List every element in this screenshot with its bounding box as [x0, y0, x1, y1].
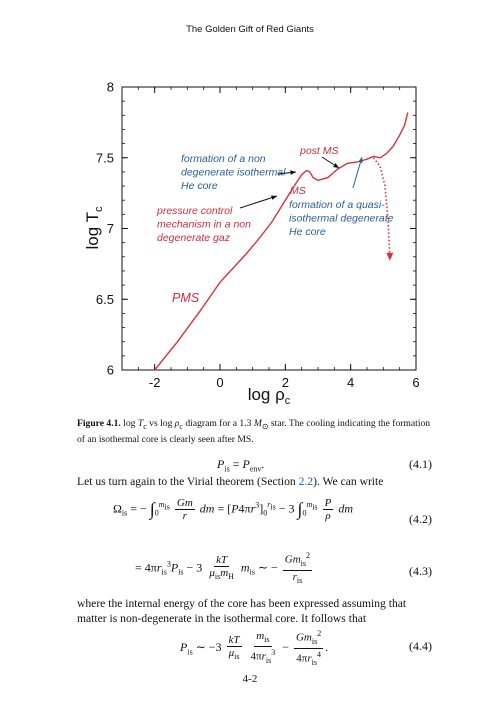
- x-tick-label: 4: [347, 375, 355, 390]
- cooling-arrowhead: [386, 253, 393, 261]
- equation-4-3: = $4\pi r_{is}^3P_{is} - 3$ $\frac{kT}{\mu_{is}m_H}$ $m_{is}$ ∼ − $\frac{Gm_{is}^2}{r_{is}}$: [135, 551, 310, 586]
- y-tick-label: 7.5: [95, 150, 114, 166]
- pms-label: PMS: [172, 291, 200, 305]
- equation-4-2: $\Omega_{is}$ = − $\int_0^{m_{is}}$ $\frac{Gm}{r}$ dm = $[P4\pi r^3]_0^{r_{is}} - 3$ $\int_0^{m_{is}}$ $\frac{P}{\rho}$ dm: [113, 497, 353, 522]
- y-axis-label: $\log T_c$: [83, 206, 105, 250]
- post-ms-arrow-head: [333, 163, 339, 168]
- running-header: The Golden Gift of Red Giants: [186, 24, 314, 35]
- non-degenerate-core-label: formation of a non degenerate isothermal He core: [181, 153, 286, 192]
- x-tick-label: -2: [148, 375, 161, 390]
- page-number: 4-2: [242, 673, 258, 685]
- paragraph-internal-energy: where the internal energy of the core has been expressed assuming that matter is non-degenerate in the isothermal core. It follows that: [77, 597, 407, 625]
- pressure-control-label: pressure control mechanism in a non degenerate gaz: [157, 205, 251, 244]
- section-link[interactable]: 2.2: [298, 475, 314, 488]
- pressure-arrow-head: [271, 196, 277, 200]
- x-tick-label: 2: [281, 375, 289, 390]
- equation-number-4-3: (4.3): [409, 564, 432, 578]
- paragraph-virial: Let us turn again to the Virial theorem (Section 2.2). We can write: [77, 475, 384, 488]
- equation-number-4-2: (4.2): [409, 512, 432, 526]
- y-tick-label: 7: [106, 221, 114, 236]
- y-tick-label: 6: [106, 362, 114, 378]
- x-axis-label: $\log \rho_c$: [247, 385, 291, 407]
- quasi-isothermal-core-label: formation of a quasi-isothermal degenerate He core: [289, 199, 394, 238]
- equation-number-4-1: (4.1): [409, 457, 432, 471]
- y-tick-label: 6.5: [95, 291, 114, 307]
- equation-4-1: $P_{is} = P_{env}$.: [217, 457, 265, 474]
- figure-caption: [77, 417, 432, 446]
- caption-text: $\log T_c$ vs $\log \rho_c$ diagram for a 1.3 $M_⊙$ star. The cooling indicating the formation of an isothermal core is clearly seen after MS.: [77, 418, 431, 445]
- ms-label: MS: [290, 185, 306, 197]
- pressure-arrow: [240, 196, 277, 208]
- caption-label: Figure 4.1.: [77, 418, 121, 429]
- non-degenerate-arrow-head: [290, 170, 296, 175]
- equation-4-4: $P_{is}$ ∼ −3 $\frac{kT}{\mu_{is}}$ $\frac{m_{is}}{4\pi r_{is}^3}$ − $\frac{Gm_{is}^2}{4\pi r_{is}^4}$ .: [180, 629, 329, 667]
- y-tick-label: 8: [106, 79, 114, 95]
- axis-tick-labels: [96, 80, 420, 391]
- equation-number-4-4: (4.4): [409, 639, 432, 653]
- x-tick-label: 6: [412, 375, 420, 390]
- x-tick-label: 0: [216, 375, 224, 390]
- post-ms-label: post MS: [300, 145, 339, 157]
